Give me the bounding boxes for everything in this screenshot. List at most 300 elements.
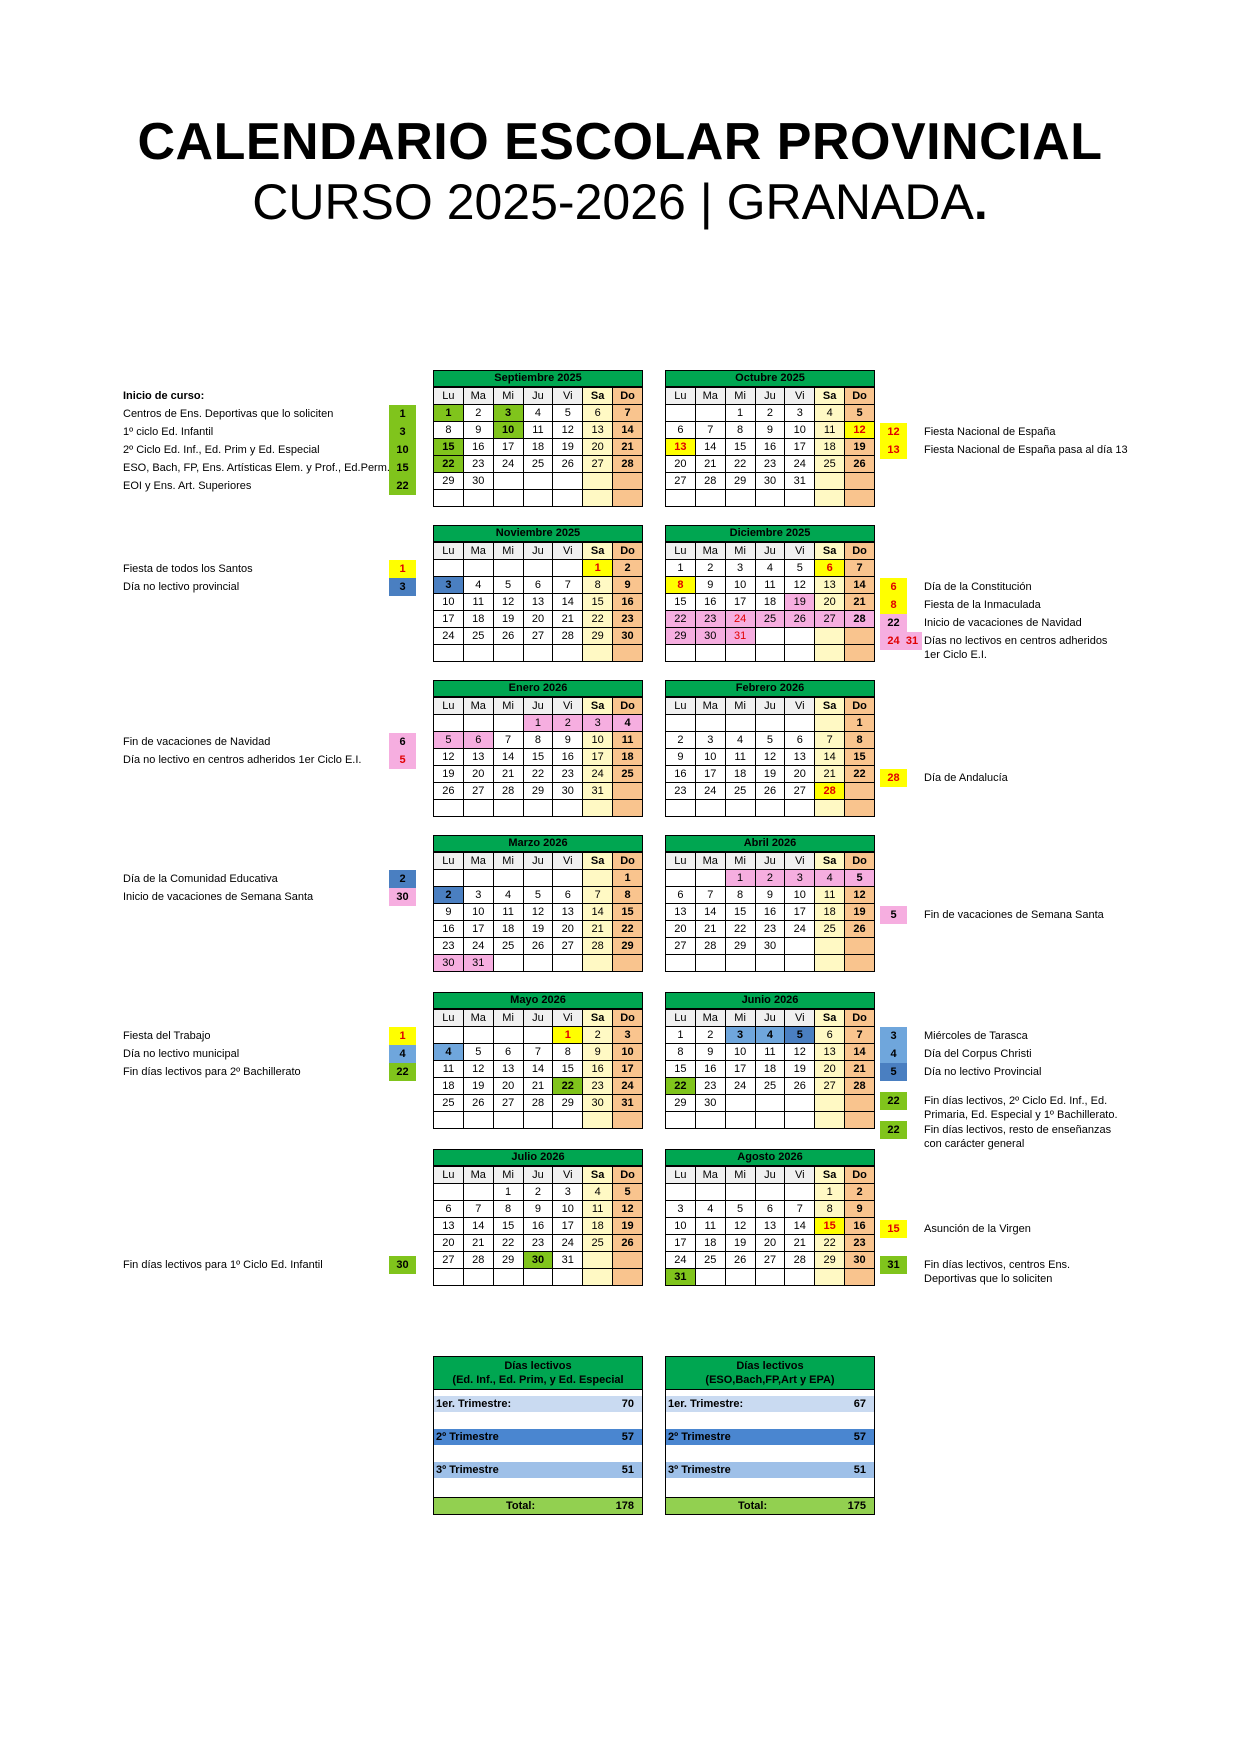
legend-label: Día de la Constitución: [924, 581, 1032, 593]
legend-day-marker: 28: [880, 769, 907, 787]
empty-day: [785, 490, 815, 507]
week-row: [666, 1078, 875, 1095]
calendar-day: 23: [755, 456, 785, 473]
weekday-header: Sa: [815, 853, 845, 870]
calendar-day: 8: [725, 887, 755, 904]
legend-day-marker: 1: [389, 405, 416, 423]
calendar-day: 21: [695, 921, 725, 938]
empty-day: [785, 1184, 815, 1201]
calendar-day: 30: [845, 1252, 875, 1269]
calendar-day: 13: [666, 439, 696, 456]
summary-subtitle: (ESO,Bach,FP,Art y EPA): [705, 1374, 835, 1386]
weekday-header: Sa: [815, 698, 845, 715]
calendar-day: 18: [493, 921, 523, 938]
weekday-header: Ju: [523, 1010, 553, 1027]
empty-day: [725, 490, 755, 507]
empty-day: [523, 473, 553, 490]
calendar-day: 6: [553, 887, 583, 904]
calendar-day: 16: [695, 1061, 725, 1078]
calendar-day: 11: [755, 1044, 785, 1061]
weekday-header: Lu: [666, 1167, 696, 1184]
calendar-day: 25: [613, 766, 643, 783]
calendar-day: 29: [666, 628, 696, 645]
month-grid: [665, 387, 875, 507]
weekday-header: Vi: [785, 1010, 815, 1027]
calendar-day: 30: [583, 1095, 613, 1112]
empty-day: [553, 1112, 583, 1129]
calendar-day: 26: [755, 783, 785, 800]
weekday-header: Ma: [695, 543, 725, 560]
weekday-header: Ma: [695, 1010, 725, 1027]
calendar-day: 20: [463, 766, 493, 783]
week-row: [666, 439, 875, 456]
term-value: 70: [621, 1398, 634, 1410]
calendar-day: 18: [463, 611, 493, 628]
week-row: [434, 887, 643, 904]
calendar-day: 12: [845, 422, 875, 439]
calendar-day: 3: [553, 1184, 583, 1201]
calendar-day: 24: [725, 1078, 755, 1095]
summary-header: [434, 1357, 642, 1390]
weekday-header: Sa: [583, 543, 613, 560]
calendar-day: 13: [463, 749, 493, 766]
empty-day: [845, 783, 875, 800]
empty-day: [755, 1095, 785, 1112]
empty-day: [815, 1269, 845, 1286]
weekday-header: Vi: [785, 698, 815, 715]
month-title: Noviembre 2025: [433, 525, 643, 542]
calendar-day: 1: [845, 715, 875, 732]
weekday-header: Ju: [755, 543, 785, 560]
week-row: [666, 1044, 875, 1061]
calendar-day: 16: [463, 439, 493, 456]
calendar-day: 13: [666, 904, 696, 921]
calendar-day: 7: [845, 560, 875, 577]
weekday-header: Sa: [815, 1010, 845, 1027]
legend-day-marker: 31: [902, 632, 922, 650]
calendar-day: 3: [725, 560, 755, 577]
summary-title: Días lectivos: [504, 1360, 572, 1372]
empty-day: [493, 473, 523, 490]
calendar-day: 6: [523, 577, 553, 594]
page-subtitle: [0, 172, 1240, 232]
week-row: [434, 749, 643, 766]
weekday-header: Do: [845, 1010, 875, 1027]
calendar-day: 6: [583, 405, 613, 422]
calendar-day: 2: [755, 870, 785, 887]
calendar-day: 1: [666, 1027, 696, 1044]
calendar-day: 16: [553, 749, 583, 766]
legend-label: Fin días lectivos, 2º Ciclo Ed. Inf., Ed.: [924, 1094, 1108, 1107]
calendar-day: 17: [725, 594, 755, 611]
week-row: [666, 870, 875, 887]
calendar-day: 23: [613, 611, 643, 628]
week-row: [434, 473, 643, 490]
empty-day: [523, 1027, 553, 1044]
weekday-header: Vi: [553, 1010, 583, 1027]
calendar-day: 21: [815, 766, 845, 783]
calendar-day: 12: [755, 749, 785, 766]
calendar-day: 15: [815, 1218, 845, 1235]
legend-label: Fiesta del Trabajo: [123, 1030, 211, 1042]
week-row: [434, 439, 643, 456]
calendar-day: 9: [845, 1201, 875, 1218]
week-row: [434, 577, 643, 594]
weekday-header: Mi: [725, 1010, 755, 1027]
calendar-day: 10: [695, 749, 725, 766]
calendar-day: 23: [845, 1235, 875, 1252]
calendar-day: 31: [583, 783, 613, 800]
calendar-day: 12: [785, 577, 815, 594]
calendar-day: 1: [725, 405, 755, 422]
weekday-header: Mi: [725, 388, 755, 405]
calendar-day: 5: [553, 405, 583, 422]
calendar-day: 16: [695, 594, 725, 611]
calendar-day: 15: [845, 749, 875, 766]
week-row: [434, 1218, 643, 1235]
calendar-day: 29: [725, 938, 755, 955]
calendar-day: 18: [695, 1235, 725, 1252]
calendar-day: 11: [613, 732, 643, 749]
calendar-day: 16: [755, 904, 785, 921]
calendar-day: 4: [755, 560, 785, 577]
calendar-day: 11: [523, 422, 553, 439]
empty-day: [583, 800, 613, 817]
calendar-day: 8: [523, 732, 553, 749]
calendar-day: 21: [695, 456, 725, 473]
calendar-day: 7: [695, 422, 725, 439]
calendar-day: 26: [463, 1095, 493, 1112]
legend-day-marker: 22: [880, 1121, 907, 1139]
calendar-day: 24: [493, 456, 523, 473]
calendar-day: 30: [463, 473, 493, 490]
weekday-header: Sa: [583, 1167, 613, 1184]
week-row: [666, 1061, 875, 1078]
calendar-day: 29: [613, 938, 643, 955]
empty-day: [725, 1269, 755, 1286]
calendar-day: 9: [583, 1044, 613, 1061]
calendar-day: 30: [434, 955, 464, 972]
calendar-day: 3: [785, 870, 815, 887]
empty-day: [613, 1269, 643, 1286]
term-label: 1er. Trimestre:: [436, 1398, 512, 1410]
weekday-header: Lu: [434, 543, 464, 560]
calendar-day: 12: [725, 1218, 755, 1235]
empty-day: [493, 955, 523, 972]
calendar-day: 14: [845, 577, 875, 594]
weekday-header: Do: [613, 853, 643, 870]
calendar-day: 14: [815, 749, 845, 766]
calendar-day: 4: [725, 732, 755, 749]
week-row: [666, 1095, 875, 1112]
summary-total: [666, 1497, 874, 1514]
calendar-day: 31: [553, 1252, 583, 1269]
calendar-day: 23: [434, 938, 464, 955]
week-row: [666, 1184, 875, 1201]
summary-row-term1: [666, 1396, 874, 1412]
empty-day: [785, 628, 815, 645]
calendar-day: 9: [666, 749, 696, 766]
legend-day-marker: 22: [389, 477, 416, 495]
calendar-day: 20: [815, 594, 845, 611]
calendar-day: 10: [785, 887, 815, 904]
calendar-day: 18: [755, 1061, 785, 1078]
term-label: 2º Trimestre: [436, 1431, 499, 1443]
calendar-day: 11: [583, 1201, 613, 1218]
week-row: [666, 490, 875, 507]
weekday-header: Do: [845, 388, 875, 405]
week-row: [434, 1112, 643, 1129]
calendar-day: 19: [463, 1078, 493, 1095]
calendar-day: 18: [434, 1078, 464, 1095]
calendar-day: 14: [523, 1061, 553, 1078]
calendar-day: 12: [785, 1044, 815, 1061]
month-grid: [665, 1166, 875, 1286]
calendar-day: 9: [523, 1201, 553, 1218]
calendar-day: 2: [463, 405, 493, 422]
calendar-day: 12: [523, 904, 553, 921]
calendar-day: 2: [553, 715, 583, 732]
calendar-day: 4: [463, 577, 493, 594]
calendar-day: 14: [785, 1218, 815, 1235]
legend-label: Centros de Ens. Deportivas que lo soliciten: [123, 408, 334, 420]
empty-day: [463, 870, 493, 887]
week-row: [666, 456, 875, 473]
calendar-day: 28: [695, 938, 725, 955]
weekday-header: Mi: [493, 1167, 523, 1184]
weekday-header: Do: [613, 1010, 643, 1027]
calendar-day: 26: [845, 456, 875, 473]
calendar-day: 3: [613, 1027, 643, 1044]
legend-label: Día no lectivo municipal: [123, 1048, 240, 1060]
calendar-day: 18: [523, 439, 553, 456]
empty-day: [666, 800, 696, 817]
legend-label: Fin de vacaciones de Navidad: [123, 736, 271, 748]
calendar-day: 25: [815, 456, 845, 473]
empty-day: [666, 870, 696, 887]
total-label: Total:: [738, 1500, 768, 1512]
empty-day: [613, 473, 643, 490]
legend-day-marker: 13: [880, 441, 907, 459]
empty-day: [463, 1112, 493, 1129]
summary-row-term3: [666, 1462, 874, 1478]
summary-subtitle: (Ed. Inf., Ed. Prim, y Ed. Especial: [452, 1374, 624, 1386]
legend-label: Miércoles de Tarasca: [924, 1030, 1028, 1042]
empty-day: [725, 645, 755, 662]
calendar-day: 5: [755, 732, 785, 749]
empty-day: [553, 490, 583, 507]
month-calendar: [433, 370, 643, 507]
empty-day: [755, 1112, 785, 1129]
week-row: [434, 904, 643, 921]
month-title: Julio 2026: [433, 1149, 643, 1166]
legend-label: 1º ciclo Ed. Infantil: [123, 426, 214, 438]
month-title: Junio 2026: [665, 992, 875, 1009]
total-value: 178: [615, 1500, 634, 1512]
weekday-header: Mi: [725, 853, 755, 870]
calendar-day: 21: [583, 921, 613, 938]
calendar-day: 15: [523, 749, 553, 766]
weekday-header: Vi: [553, 698, 583, 715]
weekday-header: Sa: [583, 388, 613, 405]
weekday-header: Sa: [583, 853, 613, 870]
calendar-day: 25: [755, 611, 785, 628]
calendar-day: 11: [755, 577, 785, 594]
empty-day: [434, 1027, 464, 1044]
month-calendar: [433, 1149, 643, 1286]
weekday-header: Lu: [434, 1010, 464, 1027]
month-calendar: [433, 835, 643, 972]
week-row: [434, 766, 643, 783]
calendar-day: 26: [523, 938, 553, 955]
weekday-header: Sa: [815, 388, 845, 405]
calendar-day: 19: [434, 766, 464, 783]
summary-title: Días lectivos: [736, 1360, 804, 1372]
weekday-header: Ma: [695, 853, 725, 870]
week-row: [666, 628, 875, 645]
calendar-day: 8: [666, 577, 696, 594]
calendar-day: 5: [845, 870, 875, 887]
calendar-day: 2: [695, 560, 725, 577]
weekday-header: Ju: [523, 698, 553, 715]
calendar-day: 22: [666, 611, 696, 628]
calendar-day: 6: [463, 732, 493, 749]
weekday-header: Ju: [755, 698, 785, 715]
calendar-day: 8: [666, 1044, 696, 1061]
week-row: [666, 955, 875, 972]
calendar-day: 9: [755, 422, 785, 439]
empty-day: [666, 490, 696, 507]
empty-day: [845, 628, 875, 645]
calendar-day: 22: [523, 766, 553, 783]
empty-day: [434, 870, 464, 887]
calendar-day: 1: [815, 1184, 845, 1201]
calendar-day: 27: [553, 938, 583, 955]
calendar-day: 8: [815, 1201, 845, 1218]
calendar-day: 2: [666, 732, 696, 749]
calendar-day: 19: [725, 1235, 755, 1252]
empty-day: [845, 490, 875, 507]
week-row: [434, 783, 643, 800]
calendar-day: 24: [725, 611, 755, 628]
calendar-day: 23: [666, 783, 696, 800]
calendar-day: 12: [845, 887, 875, 904]
calendar-day: 9: [695, 1044, 725, 1061]
calendar-day: 13: [815, 577, 845, 594]
calendar-day: 13: [523, 594, 553, 611]
week-row: [666, 783, 875, 800]
weekday-header: Sa: [583, 1010, 613, 1027]
calendar-day: 28: [463, 1252, 493, 1269]
empty-day: [695, 870, 725, 887]
calendar-day: 2: [613, 560, 643, 577]
empty-day: [725, 800, 755, 817]
empty-day: [815, 938, 845, 955]
empty-day: [583, 1112, 613, 1129]
calendar-day: 24: [785, 921, 815, 938]
month-title: Marzo 2026: [433, 835, 643, 852]
week-row: [666, 921, 875, 938]
calendar-day: 16: [845, 1218, 875, 1235]
calendar-day: 14: [845, 1044, 875, 1061]
legend-label: Día no lectivo Provincial: [924, 1066, 1042, 1078]
term-value: 51: [853, 1464, 866, 1476]
calendar-day: 19: [613, 1218, 643, 1235]
calendar-day: 25: [463, 628, 493, 645]
week-row: [434, 800, 643, 817]
calendar-day: 22: [815, 1235, 845, 1252]
empty-day: [434, 715, 464, 732]
empty-day: [583, 955, 613, 972]
legend-label: Día no lectivo provincial: [123, 581, 240, 593]
week-row: [434, 490, 643, 507]
weekday-header: Ju: [523, 543, 553, 560]
week-row: [666, 422, 875, 439]
calendar-day: 17: [613, 1061, 643, 1078]
empty-day: [785, 1095, 815, 1112]
calendar-day: 5: [434, 732, 464, 749]
legend-label-continued: 1er Ciclo E.I.: [924, 649, 987, 661]
weekday-header: Sa: [583, 698, 613, 715]
week-row: [434, 1269, 643, 1286]
calendar-day: 3: [785, 405, 815, 422]
legend-day-marker: 31: [880, 1256, 907, 1274]
week-row: [666, 560, 875, 577]
calendar-day: 30: [755, 473, 785, 490]
calendar-day: 4: [755, 1027, 785, 1044]
calendar-day: 24: [463, 938, 493, 955]
calendar-day: 26: [845, 921, 875, 938]
empty-day: [493, 645, 523, 662]
calendar-day: 24: [434, 628, 464, 645]
calendar-day: 19: [553, 439, 583, 456]
weekday-header: Lu: [434, 698, 464, 715]
weekday-header: Ma: [463, 1010, 493, 1027]
empty-day: [815, 955, 845, 972]
legend-day-marker: 6: [880, 578, 907, 596]
empty-day: [695, 405, 725, 422]
empty-day: [695, 645, 725, 662]
month-grid: [433, 697, 643, 817]
legend-day-marker: 10: [389, 441, 416, 459]
calendar-day: 17: [785, 439, 815, 456]
empty-day: [785, 938, 815, 955]
legend-label: Inicio de vacaciones de Navidad: [924, 617, 1082, 629]
calendar-day: 5: [785, 560, 815, 577]
calendar-day: 23: [463, 456, 493, 473]
calendar-day: 8: [583, 577, 613, 594]
weekday-header: Vi: [785, 543, 815, 560]
weekday-header: Do: [613, 543, 643, 560]
weekday-header: Lu: [666, 543, 696, 560]
calendar-day: 17: [785, 904, 815, 921]
week-row: [434, 628, 643, 645]
week-row: [434, 870, 643, 887]
weekday-header: Lu: [666, 698, 696, 715]
empty-day: [463, 1269, 493, 1286]
calendar-day: 6: [666, 887, 696, 904]
calendar-day: 4: [493, 887, 523, 904]
calendar-day: 16: [666, 766, 696, 783]
calendar-day: 3: [493, 405, 523, 422]
weekday-header: Sa: [815, 543, 845, 560]
weekday-header: Ju: [755, 1010, 785, 1027]
week-row: [666, 1252, 875, 1269]
legend-day-marker: 6: [389, 733, 416, 751]
empty-day: [553, 473, 583, 490]
month-title: Mayo 2026: [433, 992, 643, 1009]
calendar-day: 6: [815, 560, 845, 577]
